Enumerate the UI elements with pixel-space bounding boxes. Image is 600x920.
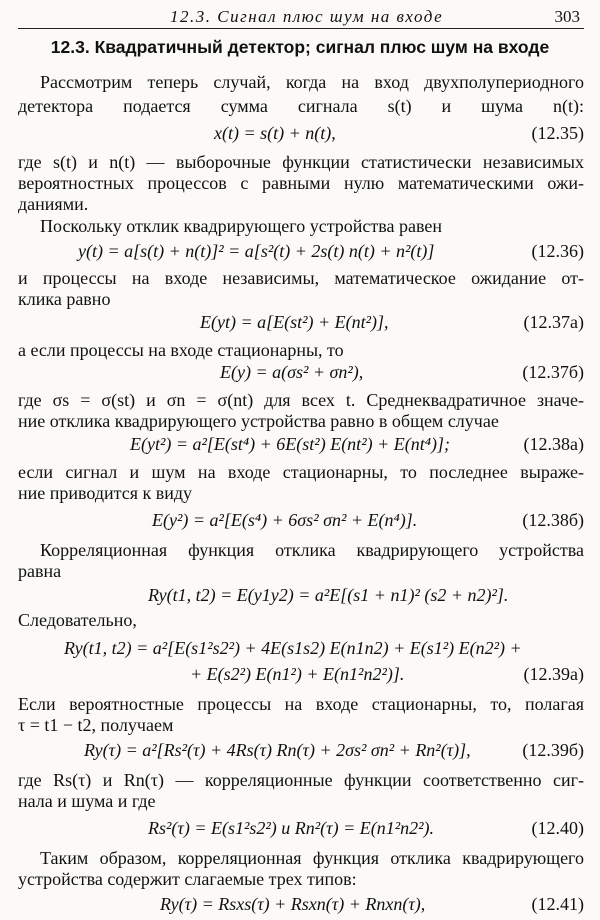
text-line: где σs = σ(st) и σn = σ(nt) для всех t. Среднеквадратичное значе- [18, 390, 584, 410]
text-line: вероятностных процессов с равными нулю математическими ожи- [18, 173, 584, 193]
text-line: Рассмотрим теперь случай, когда на вход двухполупериодного [40, 72, 584, 92]
text-line: нала и шума и где [18, 791, 156, 811]
text-line: клика равно [18, 289, 111, 309]
text-line: ние отклика квадрирующего устройства равно в общем случае [18, 411, 499, 431]
text-line: равна [18, 561, 62, 581]
text-line: где Rs(τ) и Rn(τ) — корреляционные функции соответственно сиг- [18, 770, 584, 790]
text-line: τ = t1 − t2, получаем [18, 715, 174, 735]
equation: y(t) = a[s(t) + n(t)]² = a[s²(t) + 2s(t) n(t) + n²(t)] [78, 241, 435, 261]
equation: Ry(τ) = a²[Rs²(τ) + 4Rs(τ) Rn(τ) + 2σs² σn² + Rn²(τ)], [84, 740, 471, 760]
text-line: Поскольку отклик квадрирующего устройства равен [40, 216, 443, 236]
text-line: Следовательно, [18, 610, 137, 630]
text-line: если сигнал и шум на входе стационарны, то последнее выраже- [18, 462, 584, 482]
running-head-title: 12.3. Сигнал плюс шум на входе [170, 7, 444, 26]
equation-number: (12.36) [531, 241, 584, 261]
equation-number: (12.37а) [523, 312, 584, 332]
text-line: устройства содержит слагаемые трех типов: [18, 869, 357, 889]
text-line: Корреляционная функция отклика квадрирующего устройства [40, 540, 584, 560]
equation: E(y) = a(σs² + σn²), [220, 362, 364, 382]
text-line: Если вероятностные процессы на входе стационарны, то, полагая [18, 694, 584, 714]
equation: Ry(τ) = Rsxs(τ) + Rsxn(τ) + Rnxn(τ), [160, 894, 426, 914]
equation-number: (12.40) [531, 818, 584, 838]
running-head [18, 6, 584, 29]
text-line: и процессы на входе независимы, математическое ожидание от- [18, 268, 584, 288]
equation: Rs²(τ) = E(s1²s2²) и Rn²(τ) = E(n1²n2²). [148, 818, 435, 838]
equation: E(yt) = a[E(st²) + E(nt²)], [200, 312, 389, 332]
text-line: детектора подается сумма сигнала s(t) и шума n(t): [18, 96, 584, 116]
equation-number: (12.35) [531, 123, 584, 143]
text-line: Таким образом, корреляционная функция отклика квадрирующего [40, 848, 584, 868]
equation: E(y²) = a²[E(s⁴) + 6σs² σn² + E(n⁴)]. [152, 510, 418, 530]
equation-number: (12.39б) [522, 740, 584, 760]
page-number: 303 [554, 7, 580, 26]
text-line: где s(t) и n(t) — выборочные функции статистически независимых [18, 152, 584, 172]
equation-number: (12.39а) [523, 664, 584, 684]
equation: Ry(t1, t2) = E(y1y2) = a²E[(s1 + n1)² (s2 + n2)²]. [148, 585, 509, 605]
equation-number: (12.37б) [522, 362, 584, 382]
text-line: ние приводится к виду [18, 483, 193, 503]
text-line: даниями. [18, 194, 89, 214]
equation: Ry(t1, t2) = a²[E(s1²s2²) + 4E(s1s2) E(n1n2) + E(s1²) E(n2²) + [64, 638, 522, 658]
equation: E(yt²) = a²[E(st⁴) + 6E(st²) E(nt²) + E(nt⁴)]; [130, 434, 450, 454]
equation-number: (12.38а) [523, 434, 584, 454]
equation: + E(s2²) E(n1²) + E(n1²n2²)]. [190, 664, 405, 684]
text-line: а если процессы на входе стационарны, то [18, 340, 344, 360]
section-heading: 12.3. Квадратичный детектор; сигнал плюс шум на входе [50, 37, 550, 57]
equation-number: (12.38б) [522, 510, 584, 530]
equation-number: (12.41) [531, 894, 584, 914]
equation: x(t) = s(t) + n(t), [214, 123, 336, 143]
